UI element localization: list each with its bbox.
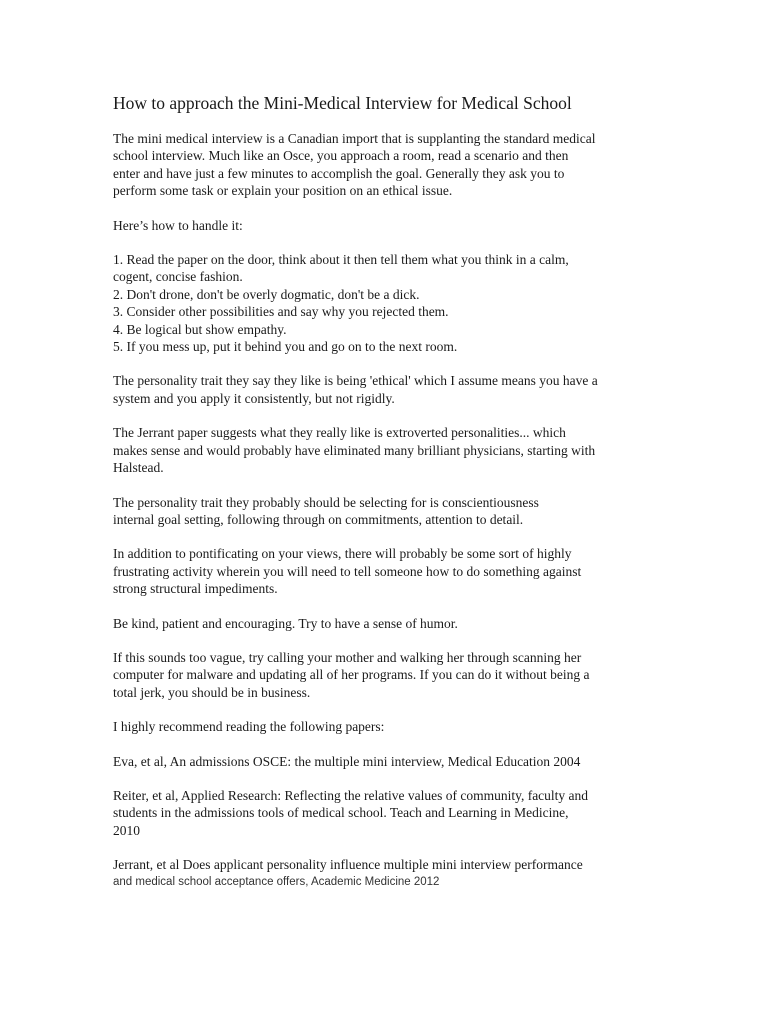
- recommend-paragraph: [113, 718, 673, 735]
- text-line: school interview. Much like an Osce, you approach a room, read a scenario and then: [113, 148, 569, 164]
- mother-paragraph: [113, 649, 673, 701]
- text-line: 2010: [113, 822, 140, 838]
- text-line: I highly recommend reading the following papers:: [113, 719, 385, 735]
- list-item: 4. Be logical but show empathy.: [113, 321, 287, 337]
- reference-eva: [113, 753, 673, 770]
- text-line: The personality trait they say they like is being 'ethical' which I assume means you have a: [113, 373, 598, 389]
- text-line: total jerk, you should be in business.: [113, 684, 311, 700]
- reference-jerrant: [113, 856, 673, 891]
- jerrant-paragraph: [113, 424, 673, 476]
- intro-paragraph: [113, 130, 673, 200]
- text-line: Jerrant, et al Does applicant personality influence multiple mini interview performance: [113, 857, 583, 873]
- text-line: Halstead.: [113, 460, 164, 476]
- kindness-paragraph: [113, 615, 673, 632]
- list-item: 3. Consider other possibilities and say why you rejected them.: [113, 304, 449, 320]
- text-line: makes sense and would probably have eliminated many brilliant physicians, starting with: [113, 442, 596, 458]
- handle-it-heading: [113, 217, 673, 234]
- text-line: strong structural impediments.: [113, 581, 278, 597]
- document-title: How to approach the Mini-Medical Interview for Medical School: [113, 93, 572, 113]
- text-line: frustrating activity wherein you will need to tell someone how to do something against: [113, 563, 582, 579]
- text-line: internal goal setting, following through on commitments, attention to detail.: [113, 511, 524, 527]
- text-line: perform some task or explain your position on an ethical issue.: [113, 183, 453, 199]
- list-item: cogent, concise fashion.: [113, 269, 243, 285]
- text-line: and medical school acceptance offers, Academic Medicine 2012: [113, 875, 440, 888]
- text-line: Reiter, et al, Applied Research: Reflecting the relative values of community, faculty and: [113, 787, 589, 803]
- text-line: The Jerrant paper suggests what they really like is extroverted personalities... which: [113, 425, 566, 441]
- list-item: 1. Read the paper on the door, think about it then tell them what you think in a calm,: [113, 252, 569, 268]
- list-item: 2. Don't drone, don't be overly dogmatic, don't be a dick.: [113, 286, 420, 302]
- text-line: computer for malware and updating all of her programs. If you can do it without being a: [113, 667, 590, 683]
- text-line: Be kind, patient and encouraging. Try to have a sense of humor.: [113, 615, 458, 631]
- text-line: If this sounds too vague, try calling your mother and walking her through scanning her: [113, 649, 582, 665]
- numbered-list: [113, 251, 673, 355]
- text-line: The mini medical interview is a Canadian import that is supplanting the standard medical: [113, 131, 596, 146]
- text-line: Here’s how to handle it:: [113, 217, 243, 233]
- text-line: Eva, et al, An admissions OSCE: the multiple mini interview, Medical Education 2004: [113, 753, 581, 769]
- reference-reiter: [113, 787, 673, 839]
- list-item: 5. If you mess up, put it behind you and go on to the next room.: [113, 339, 458, 355]
- text-line: In addition to pontificating on your views, there will probably be some sort of highly: [113, 546, 572, 562]
- text-line: enter and have just a few minutes to accomplish the goal. Generally they ask you to: [113, 165, 565, 181]
- text-line: The personality trait they probably should be selecting for is conscientiousness: [113, 494, 539, 510]
- text-line: students in the admissions tools of medical school. Teach and Learning in Medicine,: [113, 805, 569, 821]
- text-line: system and you apply it consistently, but not rigidly.: [113, 390, 395, 406]
- document-page: [113, 92, 673, 908]
- ethical-paragraph: [113, 372, 673, 407]
- conscientiousness-paragraph: [113, 494, 673, 529]
- activity-paragraph: [113, 545, 673, 597]
